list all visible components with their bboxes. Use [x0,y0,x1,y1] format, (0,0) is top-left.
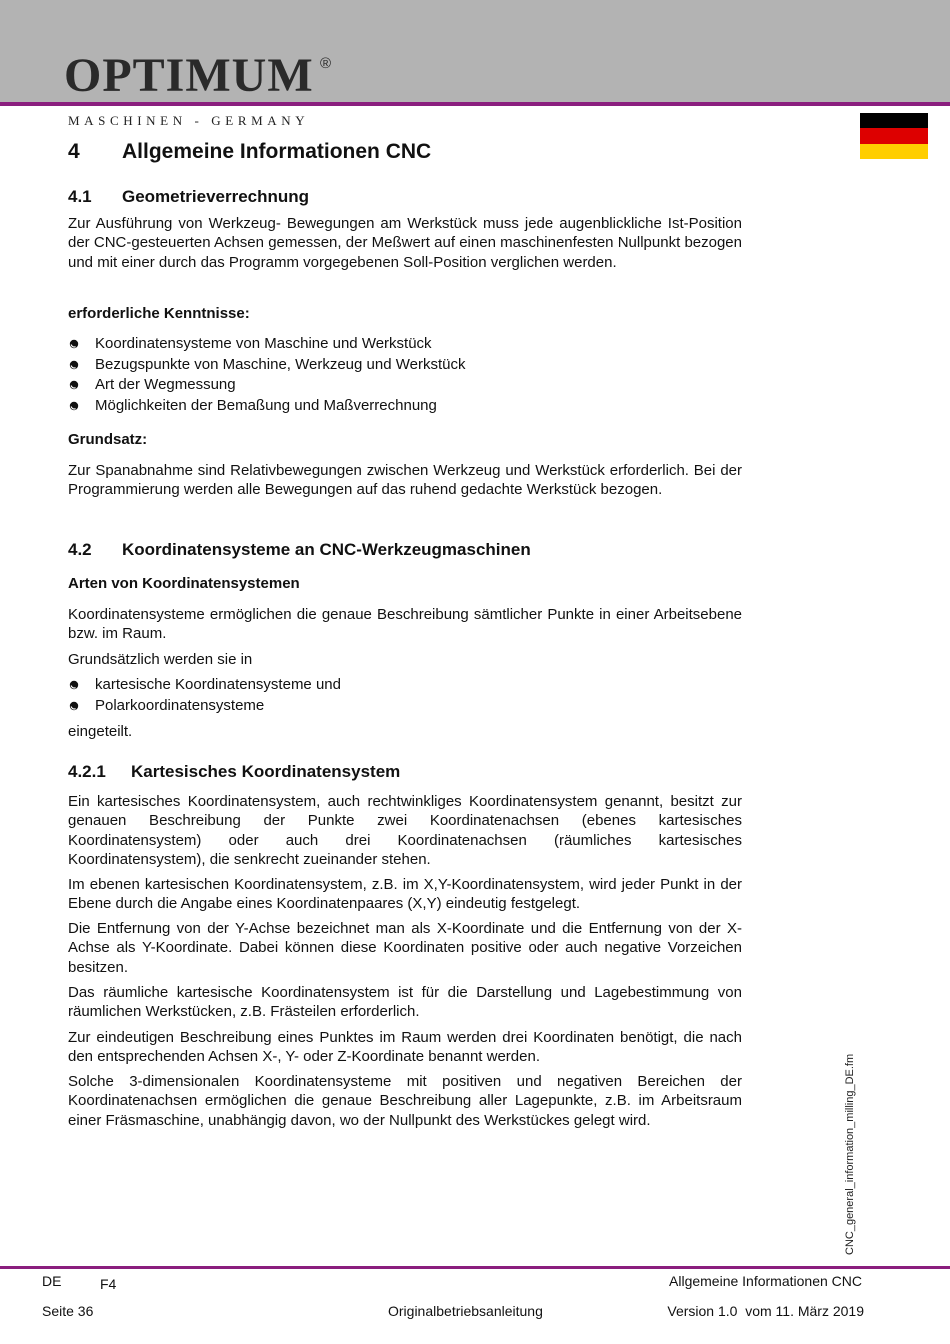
list-item [68,696,742,717]
paragraph-division: Grundsätzlich werden sie in [68,651,253,668]
paragraph-cartesian-1: Ein kartesisches Koordinatensystem, auch rechtwinkliges Koordinatensystem genannt, besitzt zur genauen Beschreibung der Punkte zwei Koordinatenachsen (ebenes kartesisches Koordinatensystem) oder auch drei Koordinatenachsen (räumliches kartesisches Koordinatensystem), die senkrecht zueinander stehen. [68,793,742,868]
list-item [68,334,742,355]
chapter-heading [68,140,431,164]
knowledge-label: erforderliche Kenntnisse: [68,305,250,322]
section-number: 4.1 [68,187,92,206]
list-item-text: Art der Wegmessung [95,376,236,393]
list-item-text: kartesische Koordinatensysteme und [95,676,341,693]
chapter-title: Allgemeine Informationen CNC [122,140,432,163]
logo-registered-mark: ® [320,55,332,72]
header-rule [0,102,950,106]
section-heading-4-1 [68,187,309,207]
section-heading-4-2-1 [68,762,400,782]
paragraph-divided: eingeteilt. [68,723,133,740]
bullet-icon [69,380,79,390]
flag-stripe-black [860,113,928,128]
logo: OPTIMUM [64,49,314,102]
footer-chapter: Allgemeine Informationen CNC [669,1273,862,1289]
paragraph-cartesian-6: Solche 3-dimensionalen Koordinatensysteme mit positiven und negativen Bereichen der Koordinatenachsen ermöglichen die genaue Beschreibung aller Lagepunkte, z.B. im Arbeitsraum einer Fräsmaschine, unabhängig davon, wo der Nullpunkt des Werkstückes gelegt wird. [68,1073,742,1129]
footer-page-number: Seite 36 [42,1303,94,1319]
side-file-label: CNC_general_information_milling_DE.fm [844,1053,856,1255]
types-list [68,675,742,716]
principle-label: Grundsatz: [68,431,148,448]
list-item-text: Möglichkeiten der Bemaßung und Maßverrechnung [95,396,437,414]
bullet-icon [69,701,79,711]
footer-rule [0,1266,950,1269]
footer-code: F4 [100,1276,117,1292]
paragraph-principle: Zur Spanabnahme sind Relativbewegungen zwischen Werkzeug und Werkstück erforderlich. Bei der Programmierung werden alle Bewegungen auf das ruhend gedachte Werkstück bezogen. [68,462,742,499]
paragraph-cartesian-4: Das räumliche kartesische Koordinatensystem ist für die Darstellung und Lagebestimmung von räumlichen Werkstücken, z.B. Frästeilen erforderlich. [68,984,742,1021]
types-label: Arten von Koordinatensystemen [68,575,300,592]
list-item [68,355,742,376]
list-item-text: Bezugspunkte von Maschine, Werkzeug und Werkstück [95,355,466,373]
paragraph-cartesian-3: Die Entfernung von der Y-Achse bezeichnet man als X-Koordinate und die Entfernung von der X-Achse als Y-Koordinate. Dabei können diese Koordinaten positive oder auch negative Vorzeichen besitzen. [68,920,742,976]
footer-language: DE [42,1273,62,1289]
knowledge-list [68,334,742,416]
section-title: Kartesisches Koordinatensystem [131,762,401,781]
footer-document-type: Originalbetriebsanleitung [388,1303,543,1319]
paragraph-types: Koordinatensysteme ermöglichen die genaue Beschreibung sämtlicher Punkte in einer Arbeitsebene bzw. im Raum. [68,606,742,643]
bullet-icon [69,360,79,370]
section-heading-4-2 [68,540,531,560]
list-item [68,396,742,417]
bullet-icon [69,680,79,690]
chapter-number: 4 [68,140,80,163]
list-item-text: Koordinatensysteme von Maschine und Werkstück [95,335,432,352]
paragraph-cartesian-2: Im ebenen kartesischen Koordinatensystem, z.B. im X,Y-Koordinatensystem, wird jeder Punkt in der Ebene durch die Angabe eines Koordinatenpaares (X,Y) eindeutig festgelegt. [68,876,742,913]
flag-stripe-red [860,128,928,143]
list-item [68,375,742,396]
bullet-icon [69,401,79,411]
list-item-text: Polarkoordinatensysteme [95,696,265,714]
section-number: 4.2.1 [68,762,106,781]
list-item [68,675,742,696]
section-number: 4.2 [68,540,92,559]
paragraph-intro: Zur Ausführung von Werkzeug- Bewegungen am Werkstück muss jede augenblickliche Ist-Position der CNC-gesteuerten Achsen gemessen, der Meßwert auf einen maschinenfesten Nullpunkt bezogen und mit einer durch das Programm vorgegebenen Soll-Position verglichen werden. [68,215,742,271]
german-flag-icon [860,113,928,159]
logo-subtitle: MASCHINEN - GERMANY [68,113,310,128]
flag-stripe-gold [860,144,928,159]
bullet-icon [69,339,79,349]
paragraph-cartesian-5: Zur eindeutigen Beschreibung eines Punktes im Raum werden drei Koordinaten benötigt, die nach den entsprechenden Achsen X-, Y- oder Z-Koordinate benannt werden. [68,1029,742,1066]
section-title: Koordinatensysteme an CNC-Werkzeugmaschinen [122,540,531,559]
section-title: Geometrieverrechnung [122,187,310,206]
footer-version: Version 1.0 vom 11. März 2019 [667,1303,864,1319]
